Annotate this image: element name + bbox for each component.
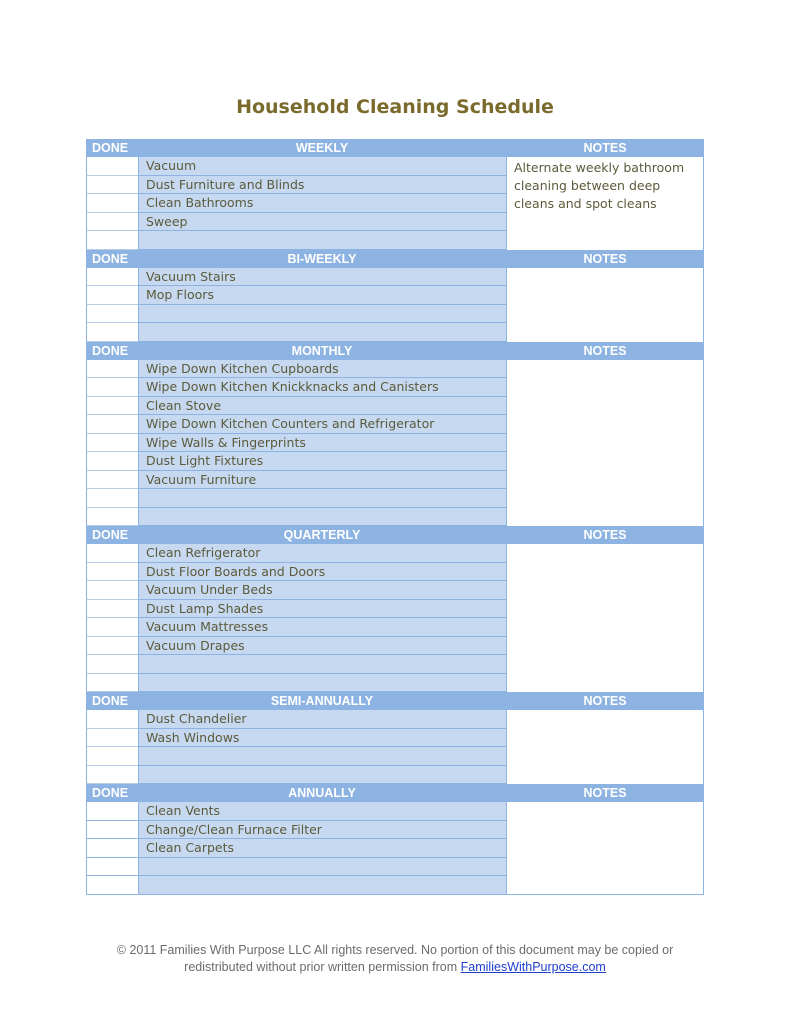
task-cell[interactable]: Vacuum Furniture: [138, 471, 506, 490]
task-cell[interactable]: Vacuum Under Beds: [138, 581, 506, 600]
notes-header: NOTES: [506, 250, 704, 268]
done-checkbox-cell[interactable]: [86, 858, 138, 877]
task-cell[interactable]: [138, 489, 506, 508]
section-monthly: [86, 342, 704, 527]
copyright-text: © 2011 Families With Purpose LLC All rights reserved. No portion of this document may be copied or: [116, 943, 674, 957]
task-cell[interactable]: Wash Windows: [138, 729, 506, 748]
task-cell[interactable]: Wipe Down Kitchen Counters and Refrigerator: [138, 415, 506, 434]
done-checkbox-cell[interactable]: [86, 286, 138, 305]
cleaning-schedule-table: [86, 139, 704, 895]
done-checkbox-cell[interactable]: [86, 674, 138, 693]
done-checkbox-cell[interactable]: [86, 876, 138, 895]
notes-cell[interactable]: [506, 268, 704, 342]
done-checkbox-cell[interactable]: [86, 581, 138, 600]
done-checkbox-cell[interactable]: [86, 821, 138, 840]
task-cell[interactable]: Mop Floors: [138, 286, 506, 305]
task-cell[interactable]: Vacuum: [138, 157, 506, 176]
task-cell[interactable]: [138, 305, 506, 324]
notes-cell[interactable]: [506, 802, 704, 895]
done-header: DONE: [86, 784, 138, 802]
frequency-header: ANNUALLY: [138, 784, 506, 802]
done-header: DONE: [86, 526, 138, 544]
permission-text: redistributed without prior written permission from: [184, 960, 461, 974]
done-checkbox-cell[interactable]: [86, 231, 138, 250]
done-checkbox-cell[interactable]: [86, 802, 138, 821]
section-quarterly: [86, 526, 704, 692]
done-checkbox-cell[interactable]: [86, 839, 138, 858]
done-checkbox-cell[interactable]: [86, 563, 138, 582]
notes-cell[interactable]: [506, 710, 704, 784]
task-cell[interactable]: Sweep: [138, 213, 506, 232]
done-checkbox-cell[interactable]: [86, 747, 138, 766]
done-checkbox-cell[interactable]: [86, 544, 138, 563]
done-checkbox-cell[interactable]: [86, 434, 138, 453]
notes-cell[interactable]: Alternate weekly bathroom cleaning between deep cleans and spot cleans: [506, 157, 704, 250]
done-checkbox-cell[interactable]: [86, 655, 138, 674]
task-cell[interactable]: [138, 876, 506, 895]
task-cell[interactable]: Wipe Down Kitchen Knickknacks and Canisters: [138, 378, 506, 397]
page-title: Household Cleaning Schedule: [236, 96, 554, 118]
task-cell[interactable]: Dust Lamp Shades: [138, 600, 506, 619]
notes-header: NOTES: [506, 139, 704, 157]
task-cell[interactable]: [138, 766, 506, 785]
section-annually: [86, 784, 704, 895]
done-checkbox-cell[interactable]: [86, 600, 138, 619]
task-cell[interactable]: Vacuum Mattresses: [138, 618, 506, 637]
notes-cell[interactable]: [506, 544, 704, 692]
task-cell[interactable]: [138, 323, 506, 342]
done-header: DONE: [86, 342, 138, 360]
section-semi-annually: [86, 692, 704, 784]
task-cell[interactable]: Clean Refrigerator: [138, 544, 506, 563]
task-cell[interactable]: Clean Bathrooms: [138, 194, 506, 213]
done-checkbox-cell[interactable]: [86, 471, 138, 490]
notes-header: NOTES: [506, 692, 704, 710]
done-checkbox-cell[interactable]: [86, 157, 138, 176]
done-checkbox-cell[interactable]: [86, 766, 138, 785]
task-cell[interactable]: [138, 674, 506, 693]
done-checkbox-cell[interactable]: [86, 176, 138, 195]
task-cell[interactable]: Vacuum Drapes: [138, 637, 506, 656]
done-checkbox-cell[interactable]: [86, 637, 138, 656]
task-cell[interactable]: Clean Carpets: [138, 839, 506, 858]
task-cell[interactable]: [138, 858, 506, 877]
notes-header: NOTES: [506, 784, 704, 802]
done-checkbox-cell[interactable]: [86, 452, 138, 471]
task-cell[interactable]: Clean Vents: [138, 802, 506, 821]
permission-line: [0, 959, 790, 976]
done-checkbox-cell[interactable]: [86, 213, 138, 232]
section-bi-weekly: [86, 250, 704, 342]
notes-cell[interactable]: [506, 360, 704, 527]
task-cell[interactable]: Clean Stove: [138, 397, 506, 416]
task-cell[interactable]: Wipe Down Kitchen Cupboards: [138, 360, 506, 379]
done-checkbox-cell[interactable]: [86, 508, 138, 527]
task-cell[interactable]: [138, 747, 506, 766]
done-checkbox-cell[interactable]: [86, 415, 138, 434]
done-checkbox-cell[interactable]: [86, 729, 138, 748]
done-checkbox-cell[interactable]: [86, 397, 138, 416]
task-cell[interactable]: Change/Clean Furnace Filter: [138, 821, 506, 840]
done-checkbox-cell[interactable]: [86, 489, 138, 508]
frequency-header: WEEKLY: [138, 139, 506, 157]
notes-header: NOTES: [506, 526, 704, 544]
task-cell[interactable]: Vacuum Stairs: [138, 268, 506, 287]
frequency-header: MONTHLY: [138, 342, 506, 360]
task-cell[interactable]: [138, 231, 506, 250]
section-weekly: [86, 139, 704, 250]
task-cell[interactable]: Dust Floor Boards and Doors: [138, 563, 506, 582]
frequency-header: SEMI-ANNUALLY: [138, 692, 506, 710]
done-header: DONE: [86, 139, 138, 157]
frequency-header: QUARTERLY: [138, 526, 506, 544]
website-link[interactable]: FamiliesWithPurpose.com: [460, 960, 606, 974]
done-header: DONE: [86, 250, 138, 268]
footer: [0, 942, 790, 976]
done-checkbox-cell[interactable]: [86, 194, 138, 213]
task-cell[interactable]: [138, 655, 506, 674]
done-checkbox-cell[interactable]: [86, 360, 138, 379]
done-checkbox-cell[interactable]: [86, 268, 138, 287]
done-header: DONE: [86, 692, 138, 710]
task-cell[interactable]: Dust Furniture and Blinds: [138, 176, 506, 195]
task-cell[interactable]: Dust Chandelier: [138, 710, 506, 729]
notes-header: NOTES: [506, 342, 704, 360]
done-checkbox-cell[interactable]: [86, 323, 138, 342]
frequency-header: BI-WEEKLY: [138, 250, 506, 268]
done-checkbox-cell[interactable]: [86, 618, 138, 637]
done-checkbox-cell[interactable]: [86, 378, 138, 397]
done-checkbox-cell[interactable]: [86, 305, 138, 324]
task-cell[interactable]: [138, 508, 506, 527]
done-checkbox-cell[interactable]: [86, 710, 138, 729]
task-cell[interactable]: Wipe Walls & Fingerprints: [138, 434, 506, 453]
task-cell[interactable]: Dust Light Fixtures: [138, 452, 506, 471]
